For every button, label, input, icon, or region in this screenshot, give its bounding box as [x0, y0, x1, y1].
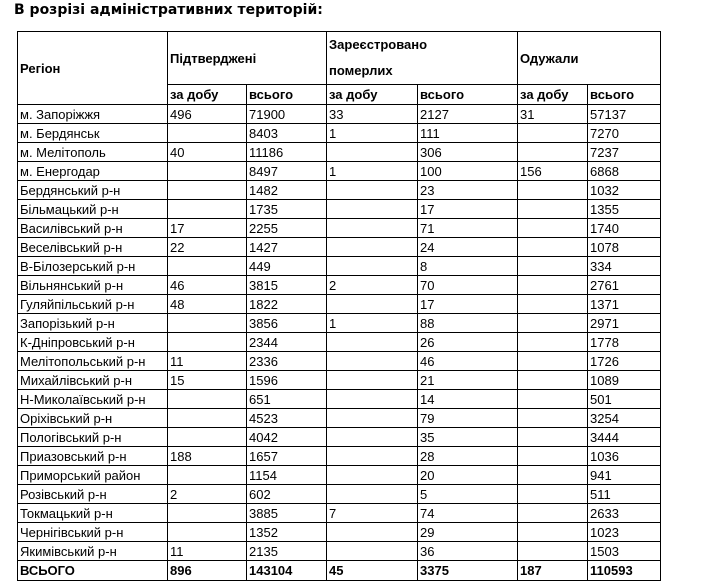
recovered-per-day-cell: [518, 333, 588, 352]
recovered-total-cell: 511: [588, 485, 661, 504]
confirmed-per-day-cell: [168, 390, 247, 409]
recovered-per-day-cell: [518, 504, 588, 523]
confirmed-per-day-cell: [168, 409, 247, 428]
page-heading: В розрізі адміністративних територій:: [14, 2, 323, 18]
deaths-per-day-cell: 1: [327, 124, 418, 143]
deaths-per-day-cell: [327, 542, 418, 561]
recovered-per-day-cell: [518, 542, 588, 561]
total-confirmed-total-cell: 143104: [247, 561, 327, 581]
confirmed-total-cell: 8403: [247, 124, 327, 143]
table-row: [18, 371, 661, 390]
table-row: [18, 428, 661, 447]
deaths-total-cell: 20: [418, 466, 518, 485]
deaths-per-day-cell: [327, 295, 418, 314]
confirmed-per-day-cell: [168, 466, 247, 485]
recovered-total-cell: 334: [588, 257, 661, 276]
deaths-total-cell: 46: [418, 352, 518, 371]
deaths-per-day-header: за добу: [327, 85, 418, 105]
deaths-total-cell: 74: [418, 504, 518, 523]
confirmed-total-cell: 8497: [247, 162, 327, 181]
recovered-per-day-cell: [518, 390, 588, 409]
confirmed-per-day-cell: [168, 314, 247, 333]
recovered-per-day-cell: [518, 219, 588, 238]
table-row: [18, 238, 661, 257]
region-cell: Мелітопольський р-н: [18, 352, 168, 371]
confirmed-total-cell: 2344: [247, 333, 327, 352]
confirmed-total-cell: 3885: [247, 504, 327, 523]
region-cell: Запорізький р-н: [18, 314, 168, 333]
confirmed-total-cell: 602: [247, 485, 327, 504]
recovered-total-header: всього: [588, 85, 661, 105]
deaths-per-day-cell: [327, 352, 418, 371]
table-row: [18, 504, 661, 523]
recovered-per-day-cell: [518, 409, 588, 428]
table-row: [18, 314, 661, 333]
recovered-total-cell: 1726: [588, 352, 661, 371]
deaths-total-cell: 21: [418, 371, 518, 390]
table-row: [18, 542, 661, 561]
deaths-total-cell: 70: [418, 276, 518, 295]
table-row: [18, 162, 661, 181]
confirmed-per-day-cell: 46: [168, 276, 247, 295]
confirmed-total-header: всього: [247, 85, 327, 105]
region-header: Регіон: [18, 32, 168, 105]
confirmed-total-cell: 1482: [247, 181, 327, 200]
table-row: [18, 485, 661, 504]
deaths-total-cell: 79: [418, 409, 518, 428]
region-cell: Більмацький р-н: [18, 200, 168, 219]
recovered-per-day-cell: [518, 143, 588, 162]
deaths-total-cell: 8: [418, 257, 518, 276]
confirmed-total-cell: 2255: [247, 219, 327, 238]
recovered-per-day-cell: [518, 485, 588, 504]
recovered-total-cell: 1032: [588, 181, 661, 200]
deaths-total-cell: 100: [418, 162, 518, 181]
deaths-per-day-cell: 7: [327, 504, 418, 523]
recovered-total-cell: 1740: [588, 219, 661, 238]
table-row: [18, 523, 661, 542]
confirmed-total-cell: 1735: [247, 200, 327, 219]
deaths-per-day-cell: [327, 371, 418, 390]
covid-statistics-table: [17, 31, 661, 581]
confirmed-per-day-cell: 11: [168, 352, 247, 371]
region-cell: Приморський район: [18, 466, 168, 485]
confirmed-total-cell: 1352: [247, 523, 327, 542]
recovered-per-day-cell: [518, 447, 588, 466]
confirmed-per-day-cell: 188: [168, 447, 247, 466]
deaths-total-cell: 28: [418, 447, 518, 466]
deaths-total-cell: 5: [418, 485, 518, 504]
region-cell: м. Бердянськ: [18, 124, 168, 143]
deaths-per-day-cell: [327, 523, 418, 542]
total-row: [18, 561, 661, 581]
recovered-per-day-cell: [518, 181, 588, 200]
region-cell: м. Мелітополь: [18, 143, 168, 162]
region-cell: Розівський р-н: [18, 485, 168, 504]
recovered-total-cell: 6868: [588, 162, 661, 181]
table-row: [18, 447, 661, 466]
confirmed-per-day-header: за добу: [168, 85, 247, 105]
confirmed-per-day-cell: [168, 523, 247, 542]
deaths-per-day-cell: [327, 485, 418, 504]
recovered-per-day-cell: [518, 371, 588, 390]
deaths-per-day-cell: 1: [327, 314, 418, 333]
recovered-per-day-cell: [518, 428, 588, 447]
deaths-per-day-cell: 33: [327, 105, 418, 124]
confirmed-total-cell: 2336: [247, 352, 327, 371]
deaths-total-cell: 2127: [418, 105, 518, 124]
recovered-total-cell: 2761: [588, 276, 661, 295]
confirmed-per-day-cell: [168, 257, 247, 276]
confirmed-header: Підтверджені: [168, 32, 327, 85]
recovered-total-cell: 57137: [588, 105, 661, 124]
recovered-per-day-cell: [518, 295, 588, 314]
deaths-total-cell: 14: [418, 390, 518, 409]
confirmed-per-day-cell: 48: [168, 295, 247, 314]
confirmed-per-day-cell: 17: [168, 219, 247, 238]
region-cell: м. Енергодар: [18, 162, 168, 181]
confirmed-total-cell: 3815: [247, 276, 327, 295]
recovered-total-cell: 941: [588, 466, 661, 485]
recovered-total-cell: 2633: [588, 504, 661, 523]
recovered-total-cell: 1503: [588, 542, 661, 561]
recovered-total-cell: 1036: [588, 447, 661, 466]
table-row: [18, 390, 661, 409]
recovered-total-cell: 1778: [588, 333, 661, 352]
deaths-total-cell: 26: [418, 333, 518, 352]
recovered-per-day-header: за добу: [518, 85, 588, 105]
recovered-per-day-cell: [518, 257, 588, 276]
table-row: [18, 257, 661, 276]
confirmed-per-day-cell: 22: [168, 238, 247, 257]
recovered-per-day-cell: [518, 238, 588, 257]
deaths-per-day-cell: [327, 428, 418, 447]
deaths-per-day-cell: [327, 390, 418, 409]
region-cell: Василівський р-н: [18, 219, 168, 238]
deaths-per-day-cell: [327, 466, 418, 485]
deaths-per-day-cell: [327, 181, 418, 200]
recovered-total-cell: 7237: [588, 143, 661, 162]
recovered-per-day-cell: [518, 352, 588, 371]
deaths-per-day-cell: 1: [327, 162, 418, 181]
table-row: [18, 143, 661, 162]
recovered-total-cell: 3444: [588, 428, 661, 447]
table-row: [18, 466, 661, 485]
recovered-per-day-cell: [518, 523, 588, 542]
deaths-per-day-cell: [327, 409, 418, 428]
confirmed-per-day-cell: [168, 333, 247, 352]
table-row: [18, 276, 661, 295]
recovered-total-cell: 1371: [588, 295, 661, 314]
deaths-total-cell: 23: [418, 181, 518, 200]
recovered-per-day-cell: 31: [518, 105, 588, 124]
total-recovered-per-day-cell: 187: [518, 561, 588, 581]
recovered-total-cell: 1355: [588, 200, 661, 219]
table-row: [18, 295, 661, 314]
deaths-header: [327, 32, 518, 85]
table-row: [18, 219, 661, 238]
table-row: [18, 181, 661, 200]
recovered-per-day-cell: [518, 276, 588, 295]
confirmed-per-day-cell: [168, 428, 247, 447]
confirmed-total-cell: 4042: [247, 428, 327, 447]
deaths-per-day-cell: [327, 238, 418, 257]
confirmed-per-day-cell: [168, 504, 247, 523]
confirmed-total-cell: 1657: [247, 447, 327, 466]
confirmed-per-day-cell: 496: [168, 105, 247, 124]
deaths-per-day-cell: [327, 219, 418, 238]
deaths-per-day-cell: 2: [327, 276, 418, 295]
deaths-total-header: всього: [418, 85, 518, 105]
recovered-per-day-cell: [518, 124, 588, 143]
confirmed-per-day-cell: 15: [168, 371, 247, 390]
region-cell: Михайлівський р-н: [18, 371, 168, 390]
region-cell: м. Запоріжжя: [18, 105, 168, 124]
total-deaths-per-day-cell: 45: [327, 561, 418, 581]
region-cell: Приазовський р-н: [18, 447, 168, 466]
region-cell: В-Білозерський р-н: [18, 257, 168, 276]
recovered-total-cell: 3254: [588, 409, 661, 428]
table-row: [18, 409, 661, 428]
table-row: [18, 105, 661, 124]
confirmed-total-cell: 11186: [247, 143, 327, 162]
confirmed-per-day-cell: [168, 162, 247, 181]
confirmed-total-cell: 1596: [247, 371, 327, 390]
deaths-header-line2: померлих: [329, 63, 393, 78]
deaths-header-line1: Зареєстровано: [329, 37, 428, 52]
confirmed-total-cell: 1154: [247, 466, 327, 485]
deaths-per-day-cell: [327, 447, 418, 466]
deaths-total-cell: 71: [418, 219, 518, 238]
deaths-total-cell: 36: [418, 542, 518, 561]
deaths-total-cell: 306: [418, 143, 518, 162]
region-cell: Гуляйпільський р-н: [18, 295, 168, 314]
region-cell: Оріхівський р-н: [18, 409, 168, 428]
confirmed-total-cell: 1427: [247, 238, 327, 257]
recovered-per-day-cell: 156: [518, 162, 588, 181]
confirmed-per-day-cell: 40: [168, 143, 247, 162]
total-region-cell: ВСЬОГО: [18, 561, 168, 581]
confirmed-total-cell: 4523: [247, 409, 327, 428]
region-cell: Токмацький р-н: [18, 504, 168, 523]
recovered-per-day-cell: [518, 314, 588, 333]
recovered-header: Одужали: [518, 32, 661, 85]
deaths-per-day-cell: [327, 200, 418, 219]
deaths-total-cell: 17: [418, 200, 518, 219]
confirmed-per-day-cell: 2: [168, 485, 247, 504]
total-confirmed-per-day-cell: 896: [168, 561, 247, 581]
region-cell: К-Дніпровський р-н: [18, 333, 168, 352]
region-cell: Якимівський р-н: [18, 542, 168, 561]
deaths-total-cell: 111: [418, 124, 518, 143]
confirmed-per-day-cell: [168, 200, 247, 219]
recovered-per-day-cell: [518, 200, 588, 219]
confirmed-per-day-cell: 11: [168, 542, 247, 561]
deaths-total-cell: 17: [418, 295, 518, 314]
deaths-per-day-cell: [327, 143, 418, 162]
recovered-total-cell: 7270: [588, 124, 661, 143]
region-cell: Пологівський р-н: [18, 428, 168, 447]
confirmed-total-cell: 2135: [247, 542, 327, 561]
recovered-total-cell: 1078: [588, 238, 661, 257]
region-cell: Бердянський р-н: [18, 181, 168, 200]
region-cell: Вільнянський р-н: [18, 276, 168, 295]
recovered-per-day-cell: [518, 466, 588, 485]
table-body: [18, 105, 661, 581]
deaths-per-day-cell: [327, 333, 418, 352]
table-row: [18, 124, 661, 143]
table-row: [18, 333, 661, 352]
total-deaths-total-cell: 3375: [418, 561, 518, 581]
confirmed-per-day-cell: [168, 124, 247, 143]
confirmed-total-cell: 3856: [247, 314, 327, 333]
deaths-total-cell: 35: [418, 428, 518, 447]
table-row: [18, 200, 661, 219]
confirmed-total-cell: 1822: [247, 295, 327, 314]
total-recovered-total-cell: 110593: [588, 561, 661, 581]
table-row: [18, 352, 661, 371]
confirmed-total-cell: 449: [247, 257, 327, 276]
recovered-total-cell: 2971: [588, 314, 661, 333]
deaths-total-cell: 24: [418, 238, 518, 257]
deaths-total-cell: 29: [418, 523, 518, 542]
recovered-total-cell: 501: [588, 390, 661, 409]
confirmed-per-day-cell: [168, 181, 247, 200]
confirmed-total-cell: 71900: [247, 105, 327, 124]
region-cell: Н-Миколаївський р-н: [18, 390, 168, 409]
region-cell: Чернігівський р-н: [18, 523, 168, 542]
recovered-total-cell: 1023: [588, 523, 661, 542]
recovered-total-cell: 1089: [588, 371, 661, 390]
deaths-per-day-cell: [327, 257, 418, 276]
region-cell: Веселівський р-н: [18, 238, 168, 257]
confirmed-total-cell: 651: [247, 390, 327, 409]
deaths-total-cell: 88: [418, 314, 518, 333]
